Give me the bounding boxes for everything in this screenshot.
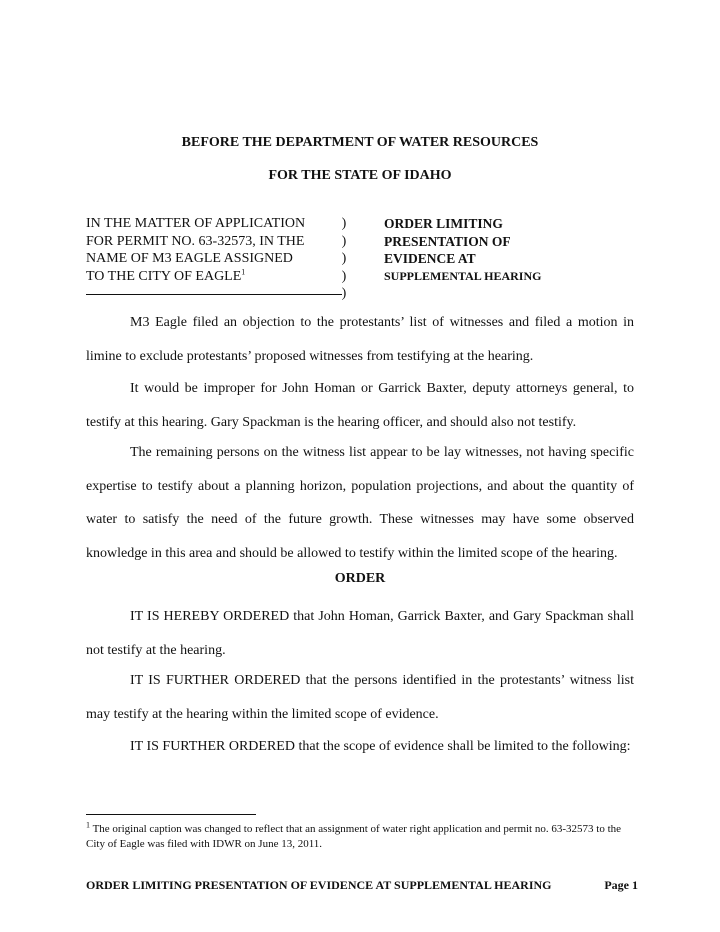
paren: ) — [341, 233, 347, 249]
paren: ) — [341, 216, 347, 231]
footnote-mark: 1 — [86, 820, 90, 830]
caption-line: IN THE MATTER OF APPLICATION — [86, 216, 306, 231]
caption-line: NAME OF M3 EAGLE ASSIGNED — [86, 251, 293, 266]
footnote-reference: 1 — [241, 266, 246, 276]
paragraph-improper-testimony: It would be improper for John Homan or Garrick Baxter, deputy attorneys general, to testify at this hearing. Gary Spackman is the hearing officer, and should also not testify. — [86, 381, 634, 430]
state-heading: FOR THE STATE OF IDAHO — [268, 168, 452, 183]
paren: ) — [341, 251, 347, 266]
order-paragraph-3: IT IS FURTHER ORDERED that the scope of evidence shall be limited to the following: — [130, 739, 631, 754]
footnote-text: The original caption was changed to reflect that an assignment of water right application and permit no. 63-32573 to the City of Eagle was filed with IDWR on June 13, 2011. — [86, 823, 622, 850]
paragraph-lay-witnesses: The remaining persons on the witness list appear to be lay witnesses, not having specific expertise to testify about a planning horizon, population projections, and about the quantity of water to satisfy the need of the future growth. These witnesses may have some observed knowledge in this area and should be allowed to testify within the limited scope of the hearing. — [86, 445, 634, 561]
footnote — [86, 822, 634, 852]
page-footer — [86, 878, 638, 893]
caption-matter — [86, 215, 305, 285]
caption-line: FOR PERMIT NO. 63-32573, IN THE — [86, 233, 305, 249]
order-paragraph-2: IT IS FURTHER ORDERED that the persons identified in the protestants’ witness list may testify at the hearing within the limited scope of evidence. — [86, 673, 634, 722]
order-heading: ORDER — [334, 571, 386, 586]
caption-order-title — [384, 215, 541, 285]
page-number: Page 1 — [604, 878, 638, 892]
caption-parentheses — [339, 215, 349, 303]
order-title-line: EVIDENCE AT — [384, 251, 476, 266]
paragraph-objection: M3 Eagle filed an objection to the protestants’ list of witnesses and filed a motion in limine to exclude protestants’ proposed witnesses from testifying at the hearing. — [86, 315, 634, 364]
caption-underline — [86, 294, 342, 295]
order-paragraph-1: IT IS HEREBY ORDERED that John Homan, Garrick Baxter, and Gary Spackman shall not testify at the hearing. — [86, 609, 634, 658]
paren: ) — [341, 286, 347, 301]
order-title-line: PRESENTATION OF — [384, 233, 511, 249]
footnote-separator — [86, 814, 256, 815]
order-title-line: ORDER LIMITING — [384, 216, 503, 231]
footer-title: ORDER LIMITING PRESENTATION OF EVIDENCE AT SUPPLEMENTAL HEARING — [86, 878, 552, 892]
paren: ) — [341, 268, 347, 284]
caption-line: TO THE CITY OF EAGLE$^1$ — [86, 266, 246, 284]
agency-heading: BEFORE THE DEPARTMENT OF WATER RESOURCES — [181, 135, 539, 150]
order-title-line: SUPPLEMENTAL HEARING — [384, 268, 542, 283]
